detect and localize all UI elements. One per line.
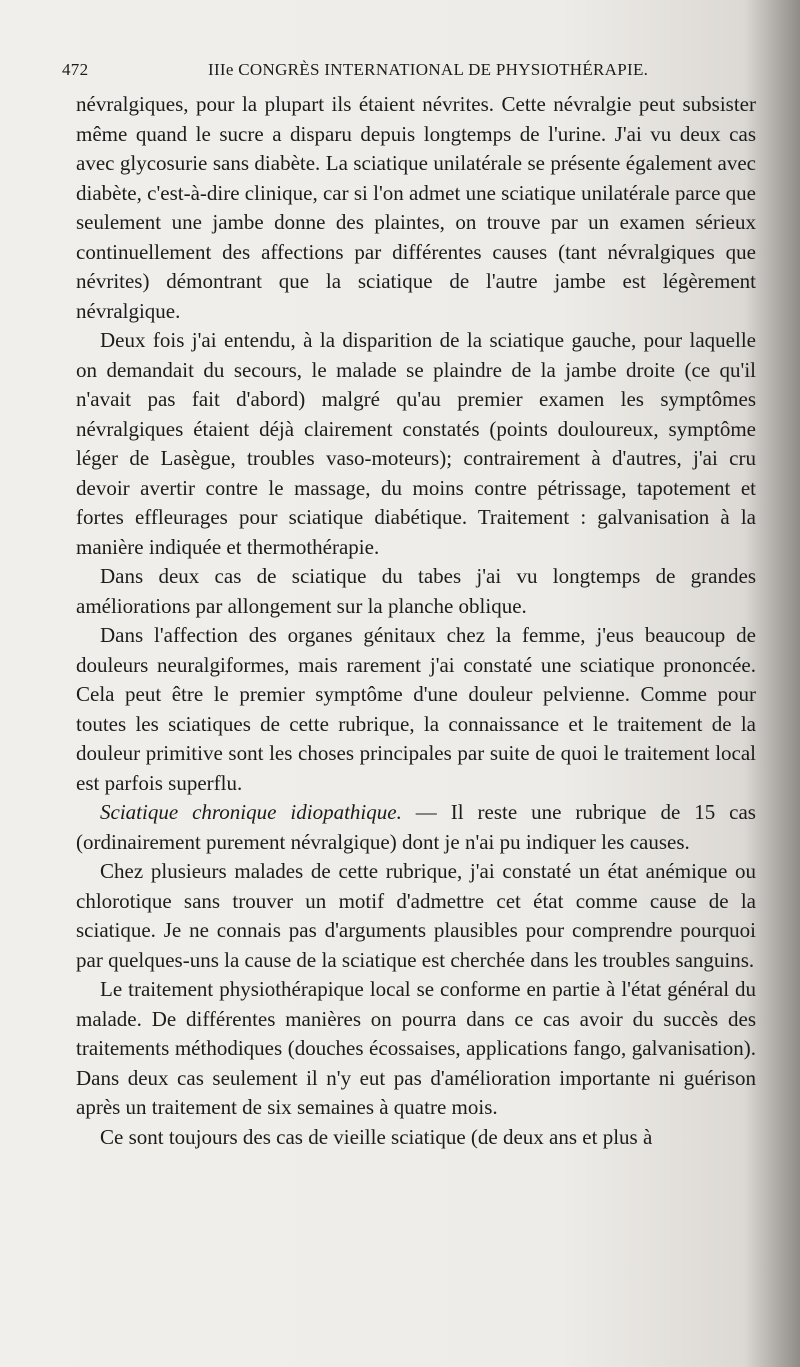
paragraph-3: Dans deux cas de sciatique du tabes j'ai vu longtemps de grandes améliorations par allongement sur la planche oblique. bbox=[76, 564, 756, 618]
running-title: IIIe CONGRÈS INTERNATIONAL DE PHYSIOTHÉRAPIE. bbox=[208, 60, 649, 79]
page-number: 472 bbox=[62, 60, 89, 79]
paragraph-4: Dans l'affection des organes génitaux chez la femme, j'eus beaucoup de douleurs neuralgiformes, mais rarement j'ai constaté une sciatique prononcée. Cela peut être le premier symptôme d'une douleur pelvienne. Comme pour toutes les sciatiques de cette rubrique, la connaissance et le traitement de la douleur primitive sont les choses principales par suite de quoi le traitement local est parfois superflu. bbox=[76, 623, 756, 795]
paragraph-7: Le traitement physiothérapique local se conforme en partie à l'état général du malade. De différentes manières on pourra dans ce cas avoir du succès des traitements méthodiques (douches écossaises, applications fango, galvanisation). Dans deux cas seulement il n'y eut pas d'amélioration importante ni guérison après un traitement de six semaines à quatre mois. bbox=[76, 977, 756, 1119]
paragraph-5 bbox=[76, 798, 756, 857]
body-text bbox=[76, 90, 756, 1152]
paragraph-1: névralgiques, pour la plupart ils étaient névrites. Cette névralgie peut subsister même quand le sucre a disparu depuis longtemps de l'urine. J'ai vu deux cas avec glycosurie sans diabète. La sciatique unilatérale se présente également avec diabète, c'est-à-dire clinique, car si l'on admet une sciatique unilatérale parce que seulement une jambe donne des plaintes, on trouve par un examen sérieux continuellement des affections par différentes causes (tant névralgiques que névrites) démontrant que la sciatique de l'autre jambe est légèrement névralgique. bbox=[76, 92, 756, 323]
paragraph-6: Chez plusieurs malades de cette rubrique, j'ai constaté un état anémique ou chlorotique sans trouver un motif d'admettre cet état comme cause de la sciatique. Je ne connais pas d'arguments plausibles pour comprendre pourquoi par quelques-uns la cause de la sciatique est cherchée dans les troubles sanguins. bbox=[76, 859, 756, 972]
paragraph-2: Deux fois j'ai entendu, à la disparition de la sciatique gauche, pour laquelle on demandait du secours, le malade se plaindre de la jambe droite (ce qu'il n'avait pas fait d'abord) malgré qu'au premier examen les symptômes névralgiques étaient déjà clairement constatés (points douloureux, symptôme léger de Lasègue, troubles vaso-moteurs); contrairement à d'autres, j'ai cru devoir avertir contre le massage, du moins contre pétrissage, tapotement et fortes effleurages pour sciatique diabétique. Traitement : galvanisation à la manière indiquée et thermothérapie. bbox=[76, 328, 756, 559]
paragraph-5-text: — Il reste une rubrique de 15 cas (ordinairement purement névralgique) dont je n'ai pu indiquer les causes. bbox=[76, 800, 756, 854]
section-heading-italic: Sciatique chronique idiopathique. bbox=[100, 800, 402, 824]
paragraph-8: Ce sont toujours des cas de vieille sciatique (de deux ans et plus à bbox=[100, 1124, 653, 1149]
